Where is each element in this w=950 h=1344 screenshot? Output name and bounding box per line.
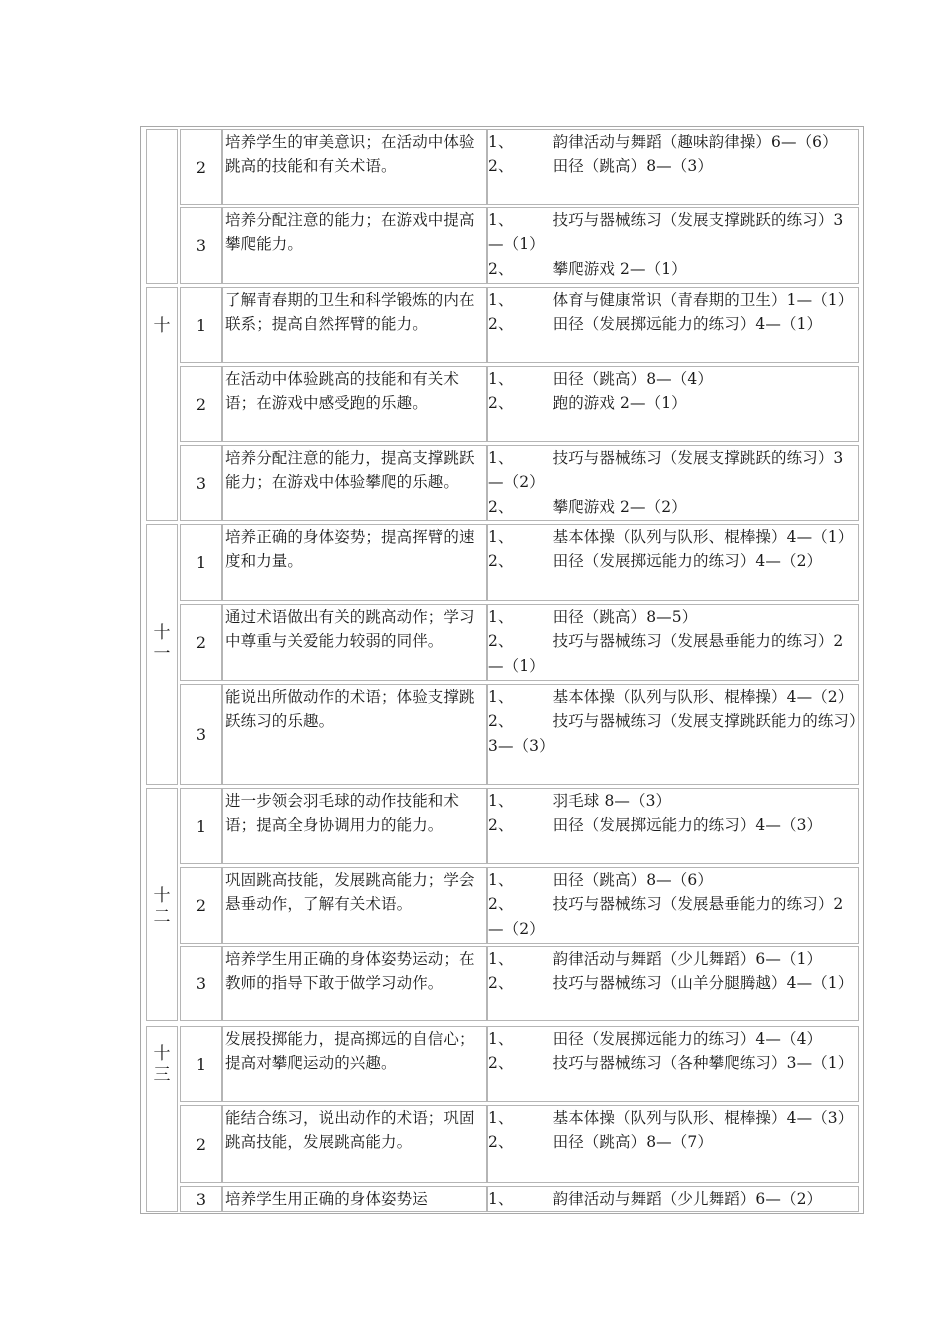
lesson-number: 1 (195, 816, 207, 836)
lesson-content-cell (487, 1026, 859, 1102)
lesson-content-cell (487, 129, 859, 205)
week-label: 十 二 (153, 885, 171, 927)
lesson-content-cell (487, 445, 859, 521)
week-label: 十 (153, 315, 171, 336)
lesson-goal-text: 培养分配注意的能力；在游戏中提高攀爬能力。 (225, 211, 475, 254)
week-cell (146, 788, 178, 1021)
content-item: 2、 攀爬游戏 2—（1） (488, 259, 687, 278)
content-item: 2、 田径（跳高）8—（3） (488, 157, 713, 176)
week-cell (146, 524, 178, 785)
content-item: 1、 基本体操（队列与队形、棍棒操）4—（1） (488, 528, 854, 546)
lesson-number-cell (180, 287, 222, 363)
content-item: 2、 技巧与器械练习（各种攀爬练习）3—（1） (488, 1054, 854, 1073)
lesson-goal-text: 进一步领会羽毛球的动作技能和术语；提高全身协调用力的能力。 (225, 792, 460, 835)
lesson-number-cell (180, 867, 222, 944)
content-item: 2、 田径（跳高）8—（7） (488, 1133, 713, 1152)
content-item: 1、 田径（发展掷远能力的练习）4—（4） (488, 1030, 823, 1048)
content-item: 1、 基本体操（队列与队形、棍棒操）4—（3） (488, 1109, 854, 1127)
lesson-number: 1 (195, 315, 207, 335)
content-item: 1、 体育与健康常识（青春期的卫生）1—（1） (488, 291, 854, 309)
lesson-goal-text: 能说出所做动作的术语；体验支撑跳跃练习的乐趣。 (225, 688, 475, 731)
lesson-goal-text: 培养学生的审美意识；在活动中体验跳高的技能和有关术语。 (225, 133, 475, 176)
content-item: 2、 跑的游戏 2—（1） (488, 394, 687, 413)
lesson-goal-text: 能结合练习，说出动作的术语；巩固跳高技能，发展跳高能力。 (225, 1109, 475, 1152)
lesson-number-cell (180, 524, 222, 601)
content-item: 2、 攀爬游戏 2—（2） (488, 497, 687, 516)
content-item: 2、 技巧与器械练习（发展悬垂能力的练习）2—（2） (488, 895, 844, 938)
lesson-goal-text: 了解青春期的卫生和科学锻炼的内在联系；提高自然挥臂的能力。 (225, 291, 475, 334)
lesson-number: 3 (195, 725, 207, 744)
week-cell (146, 129, 178, 284)
lesson-content-cell (487, 788, 859, 864)
lesson-goal-cell (222, 287, 487, 363)
lesson-goal-text: 巩固跳高技能，发展跳高能力；学会悬垂动作，了解有关术语。 (225, 871, 475, 914)
content-item: 1、 技巧与器械练习（发展支撑跳跃的练习）3—（2） (488, 449, 844, 492)
lesson-content-cell (487, 524, 859, 601)
lesson-number-cell (180, 1186, 222, 1212)
lesson-goal-cell (222, 1186, 487, 1212)
lesson-content-cell (487, 867, 859, 944)
week-label: 十 一 (153, 622, 171, 664)
lesson-number-cell (180, 684, 222, 785)
lesson-number: 2 (195, 1134, 207, 1154)
lesson-goal-text: 在活动中体验跳高的技能和有关术语；在游戏中感受跑的乐趣。 (225, 370, 460, 413)
lesson-content-cell (487, 1186, 859, 1212)
lesson-goal-cell (222, 867, 487, 944)
content-item: 1、 田径（跳高）8—5） (488, 608, 698, 626)
lesson-goal-cell (222, 604, 487, 681)
lesson-number-cell (180, 604, 222, 681)
lesson-goal-cell (222, 946, 487, 1021)
lesson-number-cell (180, 788, 222, 864)
content-item: 2、 田径（发展掷远能力的练习）4—（1） (488, 315, 823, 334)
content-item: 1、 田径（跳高）8—（6） (488, 871, 713, 889)
lesson-number-cell (180, 129, 222, 205)
lesson-goal-text: 发展投掷能力，提高掷远的自信心；提高对攀爬运动的兴趣。 (225, 1030, 475, 1073)
content-item: 2、 技巧与器械练习（发展支撑跳跃能力的练习）3—（3） (488, 712, 857, 755)
lesson-number: 2 (195, 896, 207, 915)
lesson-goal-text: 培养正确的身体姿势；提高挥臂的速度和力量。 (225, 528, 475, 571)
lesson-number: 3 (195, 1189, 207, 1209)
lesson-goal-text: 培养学生用正确的身体姿势运 (225, 1190, 428, 1208)
lesson-number: 3 (195, 974, 207, 993)
content-item: 1、 基本体操（队列与队形、棍棒操）4—（2） (488, 688, 854, 706)
week-cell (146, 1026, 178, 1212)
lesson-number-cell (180, 946, 222, 1021)
lesson-goal-cell (222, 207, 487, 284)
lesson-goal-text: 培养学生用正确的身体姿势运动；在教师的指导下敢于做学习动作。 (225, 950, 475, 993)
content-item: 2、 田径（发展掷远能力的练习）4—（2） (488, 552, 823, 571)
content-item: 1、 韵律活动与舞蹈（少儿舞蹈）6—（2） (488, 1190, 823, 1208)
lesson-goal-cell (222, 1105, 487, 1183)
lesson-number-cell (180, 207, 222, 284)
content-item: 1、 田径（跳高）8—（4） (488, 370, 713, 388)
lesson-number: 3 (195, 473, 207, 493)
content-item: 1、 韵律活动与舞蹈（少儿舞蹈）6—（1） (488, 950, 823, 968)
lesson-content-cell (487, 287, 859, 363)
lesson-number: 1 (195, 1054, 207, 1074)
lesson-number: 3 (195, 236, 207, 255)
content-item: 2、 技巧与器械练习（山羊分腿腾越）4—（1） (488, 974, 854, 993)
lesson-content-cell (487, 604, 859, 681)
week-label: 十 三 (153, 1044, 171, 1085)
content-item: 2、 技巧与器械练习（发展悬垂能力的练习）2—（1） (488, 632, 844, 675)
lesson-goal-cell (222, 129, 487, 205)
content-item: 1、 韵律活动与舞蹈（趣味韵律操）6—（6） (488, 133, 838, 151)
content-item: 2、 田径（发展掷远能力的练习）4—（3） (488, 816, 823, 835)
content-item: 1、 技巧与器械练习（发展支撑跳跃的练习）3—（1） (488, 211, 844, 254)
lesson-number: 2 (195, 157, 207, 177)
lesson-goal-cell (222, 524, 487, 601)
lesson-number-cell (180, 1026, 222, 1102)
lesson-goal-text: 培养分配注意的能力，提高支撑跳跃能力；在游戏中体验攀爬的乐趣。 (225, 449, 475, 492)
lesson-content-cell (487, 946, 859, 1021)
lesson-number: 2 (195, 394, 207, 414)
lesson-number: 1 (195, 553, 207, 572)
lesson-goal-text: 通过术语做出有关的跳高动作；学习中尊重与关爱能力较弱的同伴。 (225, 608, 475, 651)
lesson-number: 2 (195, 633, 207, 652)
lesson-content-cell (487, 366, 859, 442)
lesson-goal-cell (222, 788, 487, 864)
lesson-goal-cell (222, 366, 487, 442)
lesson-content-cell (487, 207, 859, 284)
lesson-number-cell (180, 366, 222, 442)
lesson-content-cell (487, 684, 859, 785)
week-cell (146, 287, 178, 521)
lesson-goal-cell (222, 445, 487, 521)
lesson-content-cell (487, 1105, 859, 1183)
lesson-goal-cell (222, 1026, 487, 1102)
lesson-number-cell (180, 445, 222, 521)
lesson-goal-cell (222, 684, 487, 785)
content-item: 1、 羽毛球 8—（3） (488, 792, 672, 810)
lesson-number-cell (180, 1105, 222, 1183)
